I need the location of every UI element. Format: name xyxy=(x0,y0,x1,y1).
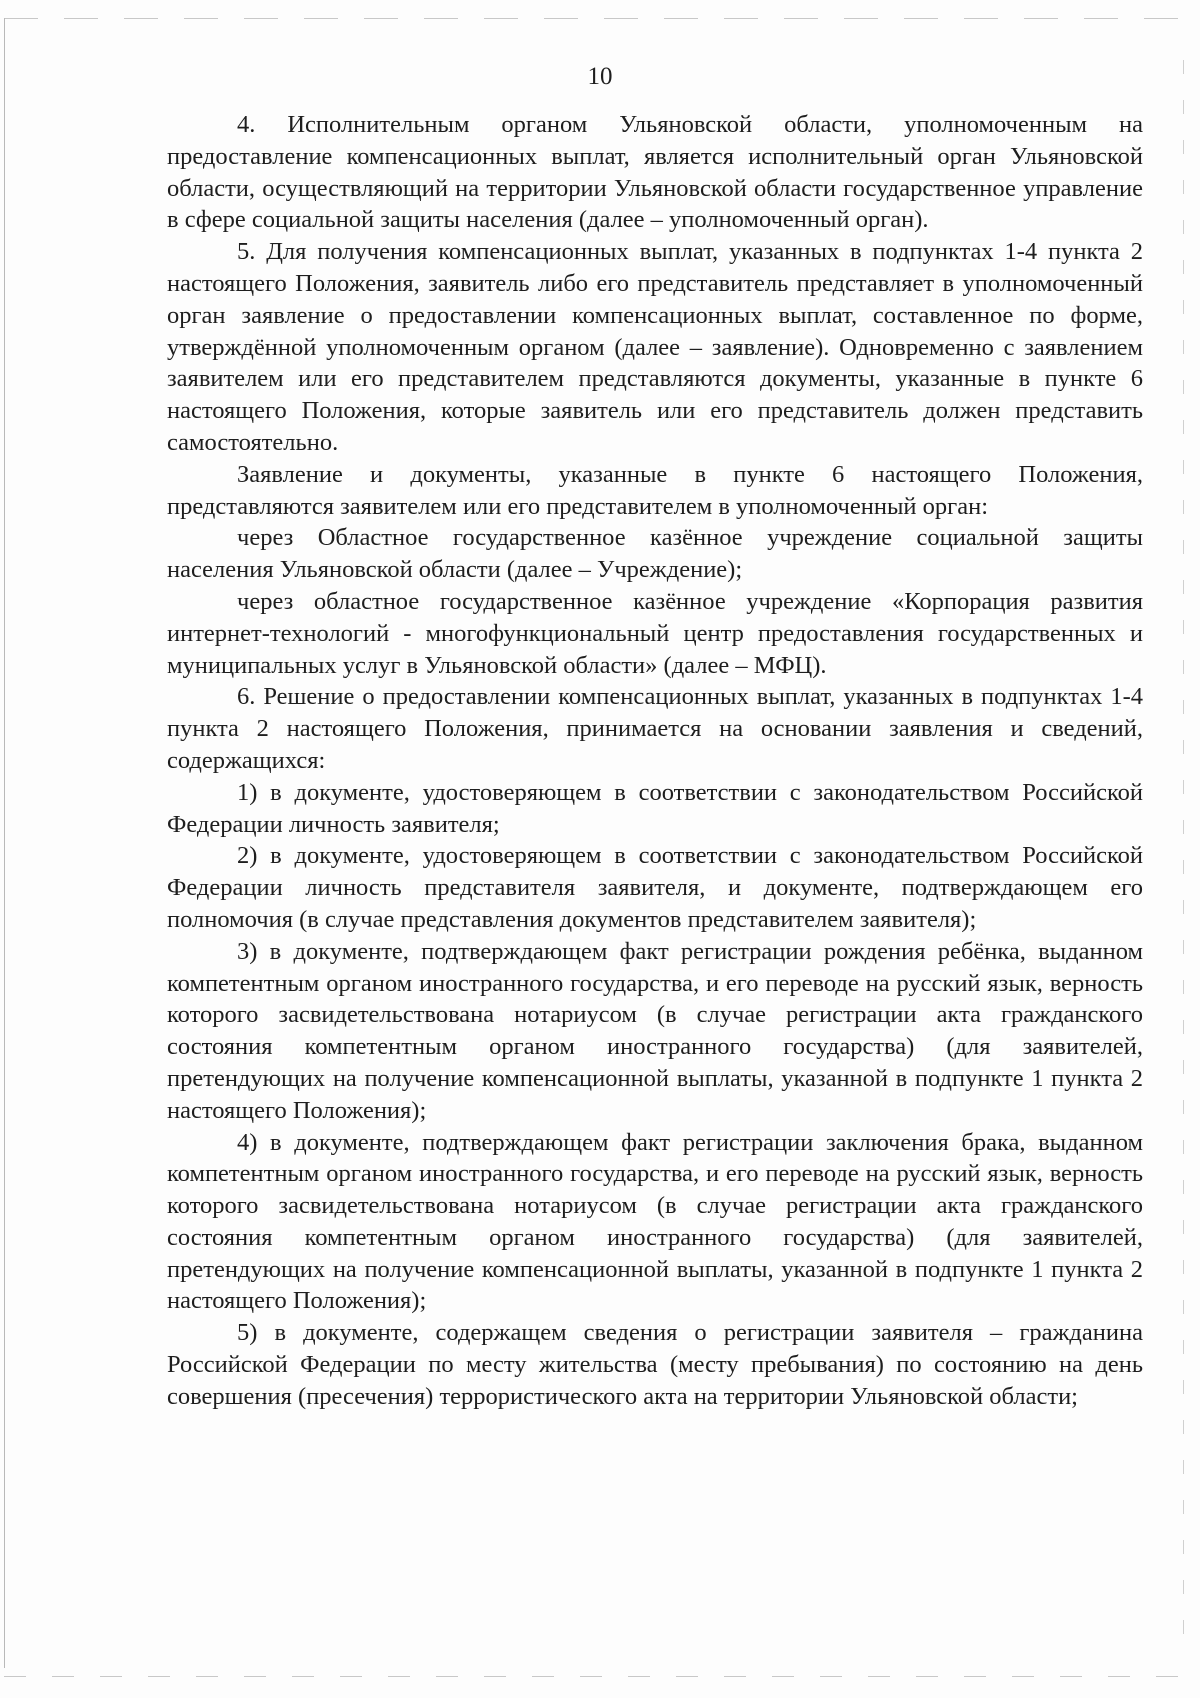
document-body xyxy=(167,109,1143,1413)
paragraph-item-4: 4. Исполнительным органом Ульяновской области, уполномоченным на предоставление компенсационных выплат, является исполнительный орган Ульяновской области, осуществляющий на территории Ульяновской области государственное управление в сфере социальной защиты населения (далее – уполномоченный орган). xyxy=(167,111,1143,234)
paragraph-subitem-3: 3) в документе, подтверждающем факт регистрации рождения ребёнка, выданном компетентным органом иностранного государства, и его переводе на русский язык, верность которого засвидетельствована нотариусом (в случае регистрации акта гражданского состояния компетентным органом иностранного государства) (для заявителей, претендующих на получение компенсационной выплаты, указанной в подпункте 1 пункта 2 настоящего Положения); xyxy=(167,937,1143,1124)
paragraph-submission: Заявление и документы, указанные в пункте 6 настоящего Положения, представляются заявителем или его представителем в уполномоченный орган: xyxy=(167,460,1143,520)
page-number: 10 xyxy=(587,63,613,90)
paragraph-via-institution: через Областное государственное казённое учреждение социальной защиты населения Ульяновской области (далее – Учреждение); xyxy=(167,524,1143,584)
scan-edge-bottom xyxy=(4,1676,1192,1677)
paragraph-item-6: 6. Решение о предоставлении компенсационных выплат, указанных в подпунктах 1-4 пункта 2 настоящего Положения, принимается на основании заявления и сведений, содержащихся: xyxy=(167,683,1143,774)
paragraph-subitem-1: 1) в документе, удостоверяющем в соответствии с законодательством Российской Федерации личность заявителя; xyxy=(167,778,1143,838)
paragraph-subitem-2: 2) в документе, удостоверяющем в соответствии с законодательством Российской Федерации личность представителя заявителя, и документе, подтверждающем его полномочия (в случае представления документов представителем заявителя); xyxy=(167,842,1143,933)
paragraph-item-5: 5. Для получения компенсационных выплат, указанных в подпунктах 1-4 пункта 2 настоящего Положения, заявитель либо его представитель представляет в уполномоченный орган заявление о предоставлении компенсационных выплат, составленное по форме, утверждённой уполномоченным органом (далее – заявление). Одновременно с заявлением заявителем или его представителем представляются документы, указанные в пункте 6 настоящего Положения, которые заявитель или его представитель должен представить самостоятельно. xyxy=(167,238,1143,456)
scan-edge-right xyxy=(1183,60,1184,1660)
paragraph-subitem-4: 4) в документе, подтверждающем факт регистрации заключения брака, выданном компетентным органом иностранного государства, и его переводе на русский язык, верность которого засвидетельствована нотариусом (в случае регистрации акта гражданского состояния компетентным органом иностранного государства) (для заявителей, претендующих на получение компенсационной выплаты, указанной в подпункте 1 пункта 2 настоящего Положения); xyxy=(167,1128,1143,1315)
paragraph-subitem-5: 5) в документе, содержащем сведения о регистрации заявителя – гражданина Российской Федерации по месту жительства (месту пребывания) по состоянию на день совершения (пресечения) террористического акта на территории Ульяновской области; xyxy=(167,1319,1143,1410)
paragraph-via-mfc: через областное государственное казённое учреждение «Корпорация развития интернет-технологий - многофункциональный центр предоставления государственных и муниципальных услуг в Ульяновской области» (далее – МФЦ). xyxy=(167,587,1143,679)
scan-edge-top xyxy=(4,18,1192,19)
scan-edge-left xyxy=(4,18,5,1668)
